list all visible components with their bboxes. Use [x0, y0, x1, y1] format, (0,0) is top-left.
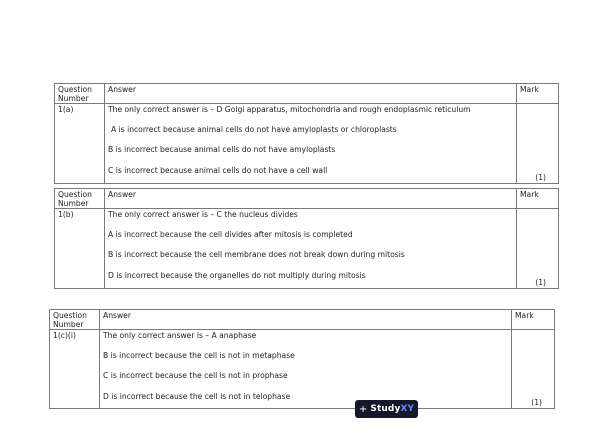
incorrect-explanation: B is incorrect because the cell membrane does not break down during mitosis [108, 250, 405, 260]
header-question-number: Question Number [50, 310, 100, 330]
mark-value: (1) [535, 172, 546, 182]
correct-answer-text: The only correct answer is – D Golgi apparatus, mitochondria and rough endoplasmic reticulum [108, 105, 471, 114]
correct-answer-text: The only correct answer is – A anaphase [103, 331, 257, 340]
header-question-number: Question Number [55, 84, 105, 104]
question-number: 1(c)(i) [50, 330, 100, 409]
answer-cell [105, 104, 517, 184]
question-number: 1(b) [55, 209, 105, 289]
header-mark: Mark [512, 310, 555, 330]
answer-cell [100, 330, 512, 409]
table-row [55, 209, 559, 289]
header-mark: Mark [517, 189, 559, 209]
incorrect-explanation: B is incorrect because animal cells do not have amyloplasts [108, 145, 336, 155]
incorrect-explanation: C is incorrect because the cell is not in prophase [103, 371, 288, 381]
mark-cell [512, 330, 555, 409]
table-header-row [55, 84, 559, 104]
mark-cell [517, 104, 559, 184]
header-answer: Answer [105, 84, 517, 104]
mark-scheme-table-1a [54, 83, 559, 184]
incorrect-explanation: B is incorrect because the cell is not in metaphase [103, 351, 295, 361]
header-answer: Answer [105, 189, 517, 209]
answer-cell [105, 209, 517, 289]
incorrect-explanation: D is incorrect because the cell is not in telophase [103, 391, 291, 401]
header-question-number: Question Number [55, 189, 105, 209]
mark-value: (1) [531, 397, 542, 407]
incorrect-explanation: C is incorrect because animal cells do not have a cell wall [108, 165, 328, 175]
mark-value: (1) [535, 277, 546, 287]
studyxy-watermark [355, 400, 418, 418]
incorrect-explanation: A is incorrect because animal cells do not have amyloplasts or chloroplasts [111, 125, 397, 135]
brand-name-main: Study [370, 404, 401, 414]
incorrect-explanation: A is incorrect because the cell divides after mitosis is completed [108, 230, 353, 240]
table-header-row [50, 310, 555, 330]
header-mark: Mark [517, 84, 559, 104]
table-row [55, 104, 559, 184]
table-header-row [55, 189, 559, 209]
incorrect-explanation: D is incorrect because the organelles do not multiply during mitosis [108, 270, 366, 280]
question-number: 1(a) [55, 104, 105, 184]
table-row [50, 330, 555, 409]
brand-name-accent: XY [400, 404, 415, 414]
correct-answer-text: The only correct answer is – C the nucleus divides [108, 210, 298, 219]
header-answer: Answer [100, 310, 512, 330]
mark-cell [517, 209, 559, 289]
mark-scheme-table-1b [54, 188, 559, 289]
mark-scheme-table-1ci [49, 309, 555, 409]
plus-icon: + [358, 403, 368, 415]
